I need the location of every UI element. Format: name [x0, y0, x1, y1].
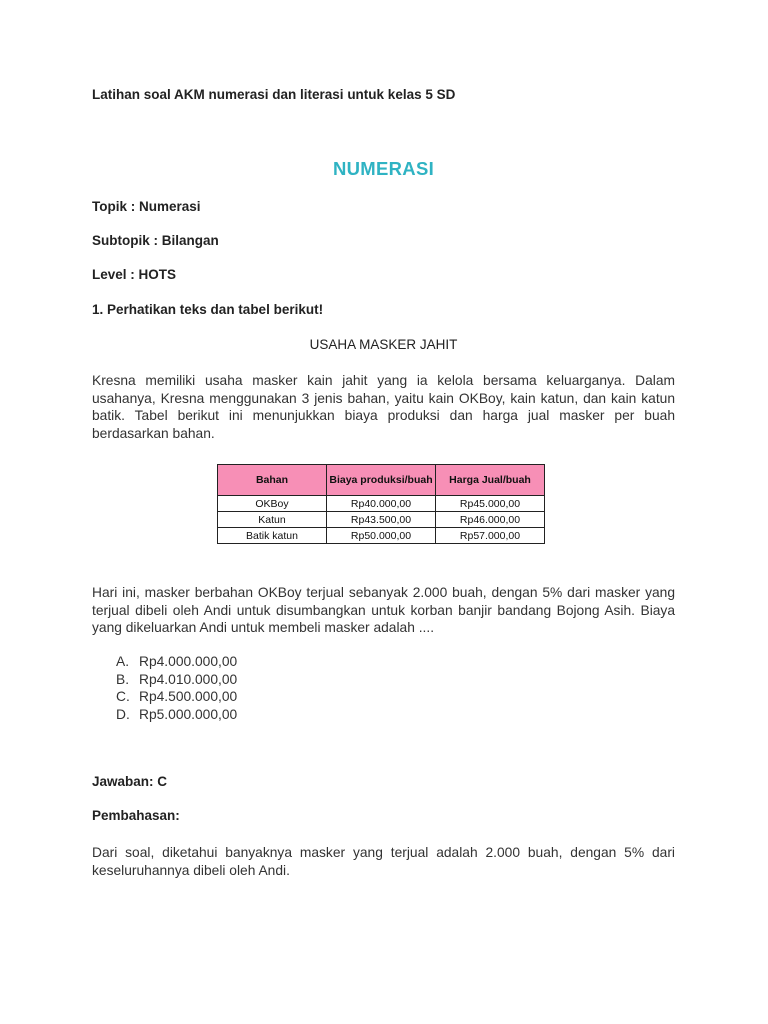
table-cell: Rp57.000,00 [436, 528, 545, 544]
option-text: Rp4.000.000,00 [139, 654, 238, 669]
table-cell: Rp50.000,00 [327, 528, 436, 544]
price-table-container [217, 464, 545, 544]
document-header-title: Latihan soal AKM numerasi dan literasi untuk kelas 5 SD [92, 87, 456, 102]
option-letter: D. [116, 706, 130, 722]
subtopic-label: Subtopik : Bilangan [92, 233, 219, 248]
option-c[interactable] [116, 688, 237, 706]
option-text: Rp4.010.000,00 [139, 671, 238, 687]
discussion-paragraph: Dari soal, diketahui banyaknya masker yang terjual adalah 2.000 buah, dengan 5% dari keseluruhannya dibeli oleh Andi. [92, 845, 675, 878]
table-header-cell: Biaya produksi/buah [327, 465, 436, 496]
table-cell: Rp43.500,00 [327, 512, 436, 528]
answer-options [116, 653, 237, 723]
question-paragraph: Hari ini, masker berbahan OKBoy terjual sebanyak 2.000 buah, dengan 5% dari masker yang terjual dibeli oleh Andi untuk disumbangkan untuk korban banjir bandang Bojong Asih. Biaya yang dikeluarkan Andi untuk membeli masker adalah .... [92, 585, 675, 635]
table-row [218, 496, 545, 512]
section-title: NUMERASI [332, 158, 435, 179]
option-a[interactable] [116, 653, 237, 671]
table-cell: Rp40.000,00 [327, 496, 436, 512]
table-row [218, 512, 545, 528]
level-label: Level : HOTS [92, 267, 177, 282]
option-text: Rp4.500.000,00 [139, 689, 238, 705]
option-letter: B. [116, 671, 130, 687]
option-text: Rp5.000.000,00 [139, 706, 238, 722]
table-row [218, 528, 545, 544]
option-b[interactable] [116, 671, 237, 689]
table-cell: Katun [218, 512, 327, 528]
table-header-cell: Bahan [218, 465, 327, 496]
story-title: USAHA MASKER JAHIT [309, 337, 458, 352]
table-cell: Batik katun [218, 528, 327, 544]
table-cell: Rp46.000,00 [436, 512, 545, 528]
table-cell: Rp45.000,00 [436, 496, 545, 512]
table-header-cell: Harga Jual/buah [436, 465, 545, 496]
topic-label: Topik : Numerasi [92, 199, 201, 214]
question-title: 1. Perhatikan teks dan tabel berikut! [92, 302, 324, 317]
table-header-row [218, 465, 545, 496]
option-letter: C. [116, 689, 130, 705]
price-table [217, 464, 545, 544]
answer-label: Jawaban: C [92, 774, 168, 789]
discussion-title: Pembahasan: [92, 808, 180, 823]
option-d[interactable] [116, 706, 237, 724]
story-paragraph: Kresna memiliki usaha masker kain jahit yang ia kelola bersama keluarganya. Dalam usahanya, Kresna menggunakan 3 jenis bahan, yaitu kain OKBoy, kain katun, dan kain katun batik. Tabel berikut ini menunjukkan biaya produksi dan harga jual masker per buah berdasarkan bahan. [92, 373, 675, 441]
table-cell: OKBoy [218, 496, 327, 512]
option-letter: A. [116, 654, 130, 669]
